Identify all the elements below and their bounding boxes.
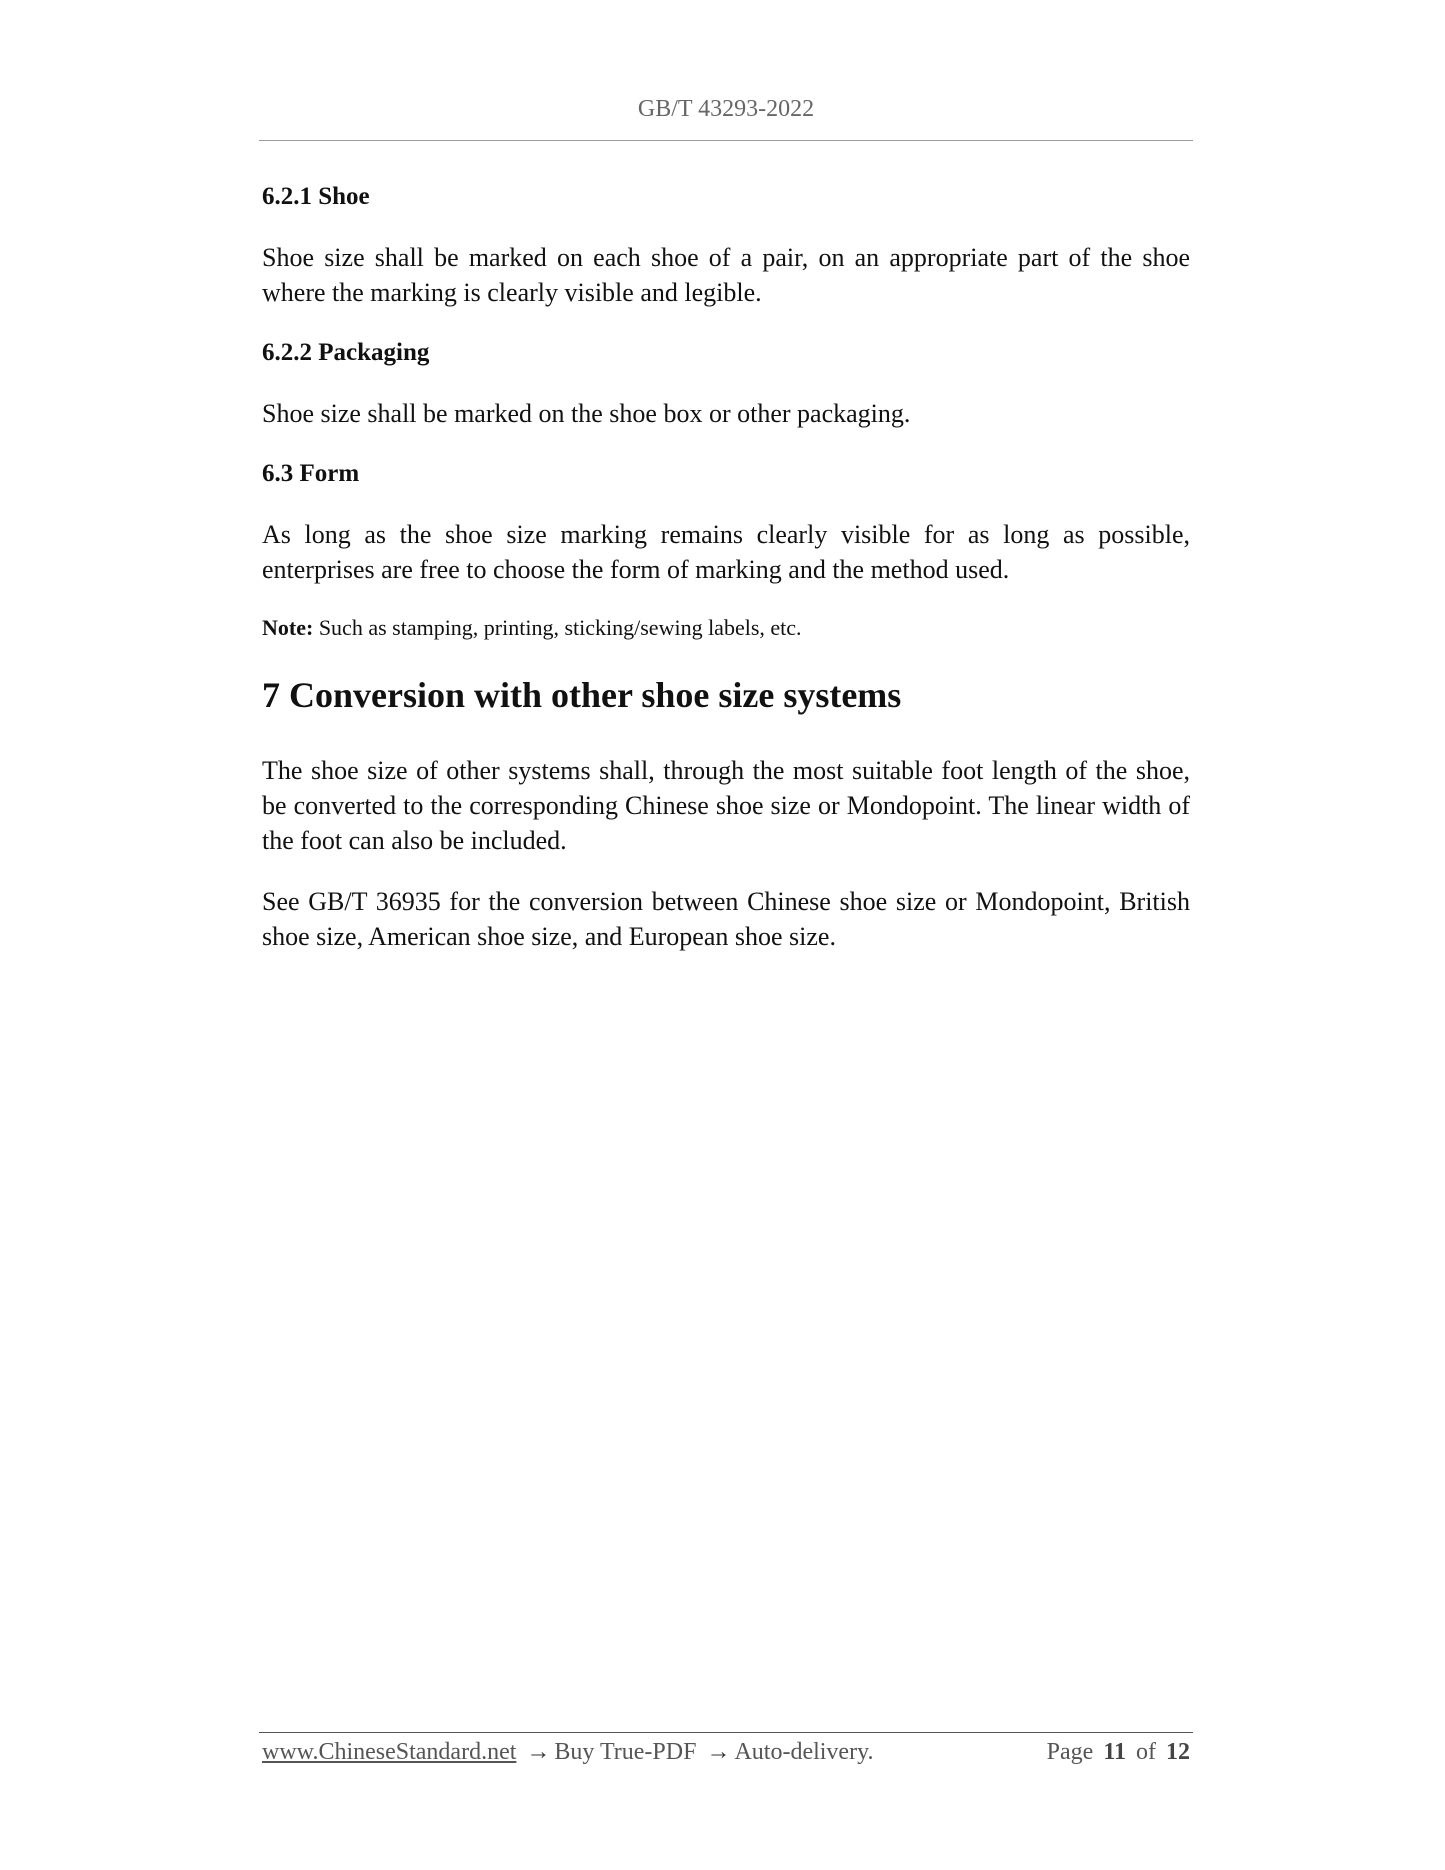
- note-text: Such as stamping, printing, sticking/sewing labels, etc.: [318, 615, 802, 640]
- section-6-3-note: [262, 613, 1190, 643]
- section-7-heading: 7 Conversion with other shoe size systems: [262, 675, 902, 715]
- website-link[interactable]: www.ChineseStandard.net: [262, 1739, 517, 1765]
- section-6-2-2-text: Shoe size shall be marked on the shoe box or other packaging.: [262, 399, 911, 428]
- section-6-3-heading: 6.3 Form: [262, 460, 360, 487]
- header-divider: [259, 140, 1193, 141]
- section-6-2-2-heading: 6.2.2 Packaging: [262, 339, 430, 366]
- page-number: [1047, 1736, 1190, 1768]
- note-label: Note:: [262, 615, 314, 640]
- current-page-number: 11: [1103, 1739, 1126, 1765]
- page-content: [262, 180, 1190, 980]
- footer-divider: [259, 1732, 1193, 1733]
- total-pages-number: 12: [1166, 1739, 1190, 1765]
- arrow-right-icon: →: [526, 1739, 551, 1765]
- document-id-header: GB/T 43293-2022: [637, 96, 815, 122]
- section-7-paragraph-1: The shoe size of other systems shall, through the most suitable foot length of the shoe, be converted to the corresponding Chinese shoe size or Mondopoint. The linear width of the foot can also be included.: [262, 756, 1190, 855]
- page-label: Page: [1046, 1739, 1094, 1765]
- arrow-right-icon: →: [706, 1739, 731, 1765]
- buy-true-pdf-text: Buy True-PDF: [554, 1739, 697, 1765]
- section-6-2-1-heading: 6.2.1 Shoe: [262, 183, 370, 210]
- of-label: of: [1136, 1739, 1156, 1765]
- section-7-paragraph-2: See GB/T 36935 for the conversion between Chinese shoe size or Mondopoint, British shoe size, American shoe size, and European shoe size.: [262, 887, 1190, 951]
- auto-delivery-text: Auto-delivery.: [734, 1739, 874, 1765]
- footer-links: [262, 1736, 874, 1768]
- section-6-3-text: As long as the shoe size marking remains clearly visible for as long as possible, enterprises are free to choose the form of marking and the method used.: [262, 520, 1190, 584]
- section-6-2-1-text: Shoe size shall be marked on each shoe of a pair, on an appropriate part of the shoe where the marking is clearly visible and legible.: [262, 243, 1190, 307]
